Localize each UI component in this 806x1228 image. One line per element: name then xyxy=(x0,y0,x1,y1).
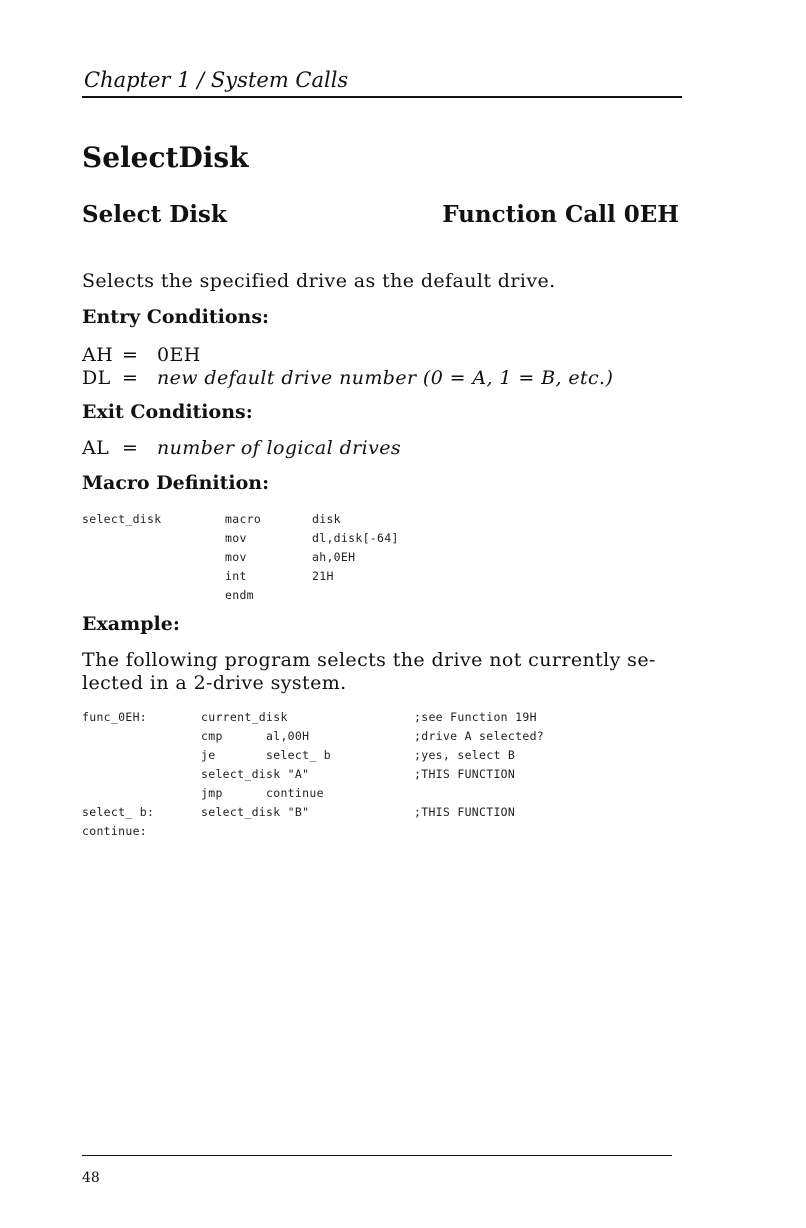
macro-label: select_disk xyxy=(82,512,162,526)
entry-dl-value: new default drive number (0 = A, 1 = B, etc.) xyxy=(157,367,614,389)
code-instruction: je select_ b xyxy=(201,748,332,762)
macro-op: mov xyxy=(225,531,247,545)
code-instruction: select_disk "A" xyxy=(201,767,310,781)
entry-dl-label: DL xyxy=(82,367,111,389)
entry-ah-eq: = xyxy=(122,344,139,366)
exit-heading: Exit Conditions: xyxy=(82,401,253,423)
exit-al-eq: = xyxy=(122,437,139,459)
function-code-title: Function Call 0EH xyxy=(442,201,679,228)
macro-heading: Macro Definition: xyxy=(82,472,270,494)
macro-arg: 21H xyxy=(312,569,334,583)
code-instruction: jmp continue xyxy=(201,786,324,800)
macro-op: mov xyxy=(225,550,247,564)
code-instruction: cmp al,00H xyxy=(201,729,310,743)
code-instruction: current_disk xyxy=(201,710,288,724)
macro-op: int xyxy=(225,569,247,583)
code-label: select_ b: xyxy=(82,805,155,819)
code-comment: ;THIS FUNCTION xyxy=(414,805,516,819)
macro-arg: dl,disk[-64] xyxy=(312,531,399,545)
footer-rule xyxy=(82,1155,672,1156)
example-text-line1: The following program selects the drive not currently se- xyxy=(82,649,656,671)
page-title: SelectDisk xyxy=(82,141,249,174)
code-comment: ;THIS FUNCTION xyxy=(414,767,516,781)
macro-arg: ah,0EH xyxy=(312,550,356,564)
code-comment: ;see Function 19H xyxy=(414,710,537,724)
example-text-line2: lected in a 2-drive system. xyxy=(82,672,347,694)
entry-ah-label: AH xyxy=(82,344,114,366)
entry-heading: Entry Conditions: xyxy=(82,306,270,328)
header-rule xyxy=(82,96,682,98)
exit-al-label: AL xyxy=(82,437,110,459)
macro-arg: disk xyxy=(312,512,341,526)
macro-op: macro xyxy=(225,512,262,526)
example-heading: Example: xyxy=(82,613,180,635)
entry-dl-eq: = xyxy=(122,367,139,389)
code-instruction: select_disk "B" xyxy=(201,805,310,819)
page-number: 48 xyxy=(82,1170,100,1186)
section-title: Select Disk xyxy=(82,201,227,228)
entry-ah-value: 0EH xyxy=(157,344,201,366)
code-label: func_0EH: xyxy=(82,710,148,724)
code-comment: ;drive A selected? xyxy=(414,729,545,743)
code-label: continue: xyxy=(82,824,148,838)
intro-text: Selects the specified drive as the default drive. xyxy=(82,270,556,292)
exit-al-value: number of logical drives xyxy=(157,437,402,459)
running-header: Chapter 1 / System Calls xyxy=(84,68,349,92)
code-comment: ;yes, select B xyxy=(414,748,516,762)
macro-op: endm xyxy=(225,588,254,602)
